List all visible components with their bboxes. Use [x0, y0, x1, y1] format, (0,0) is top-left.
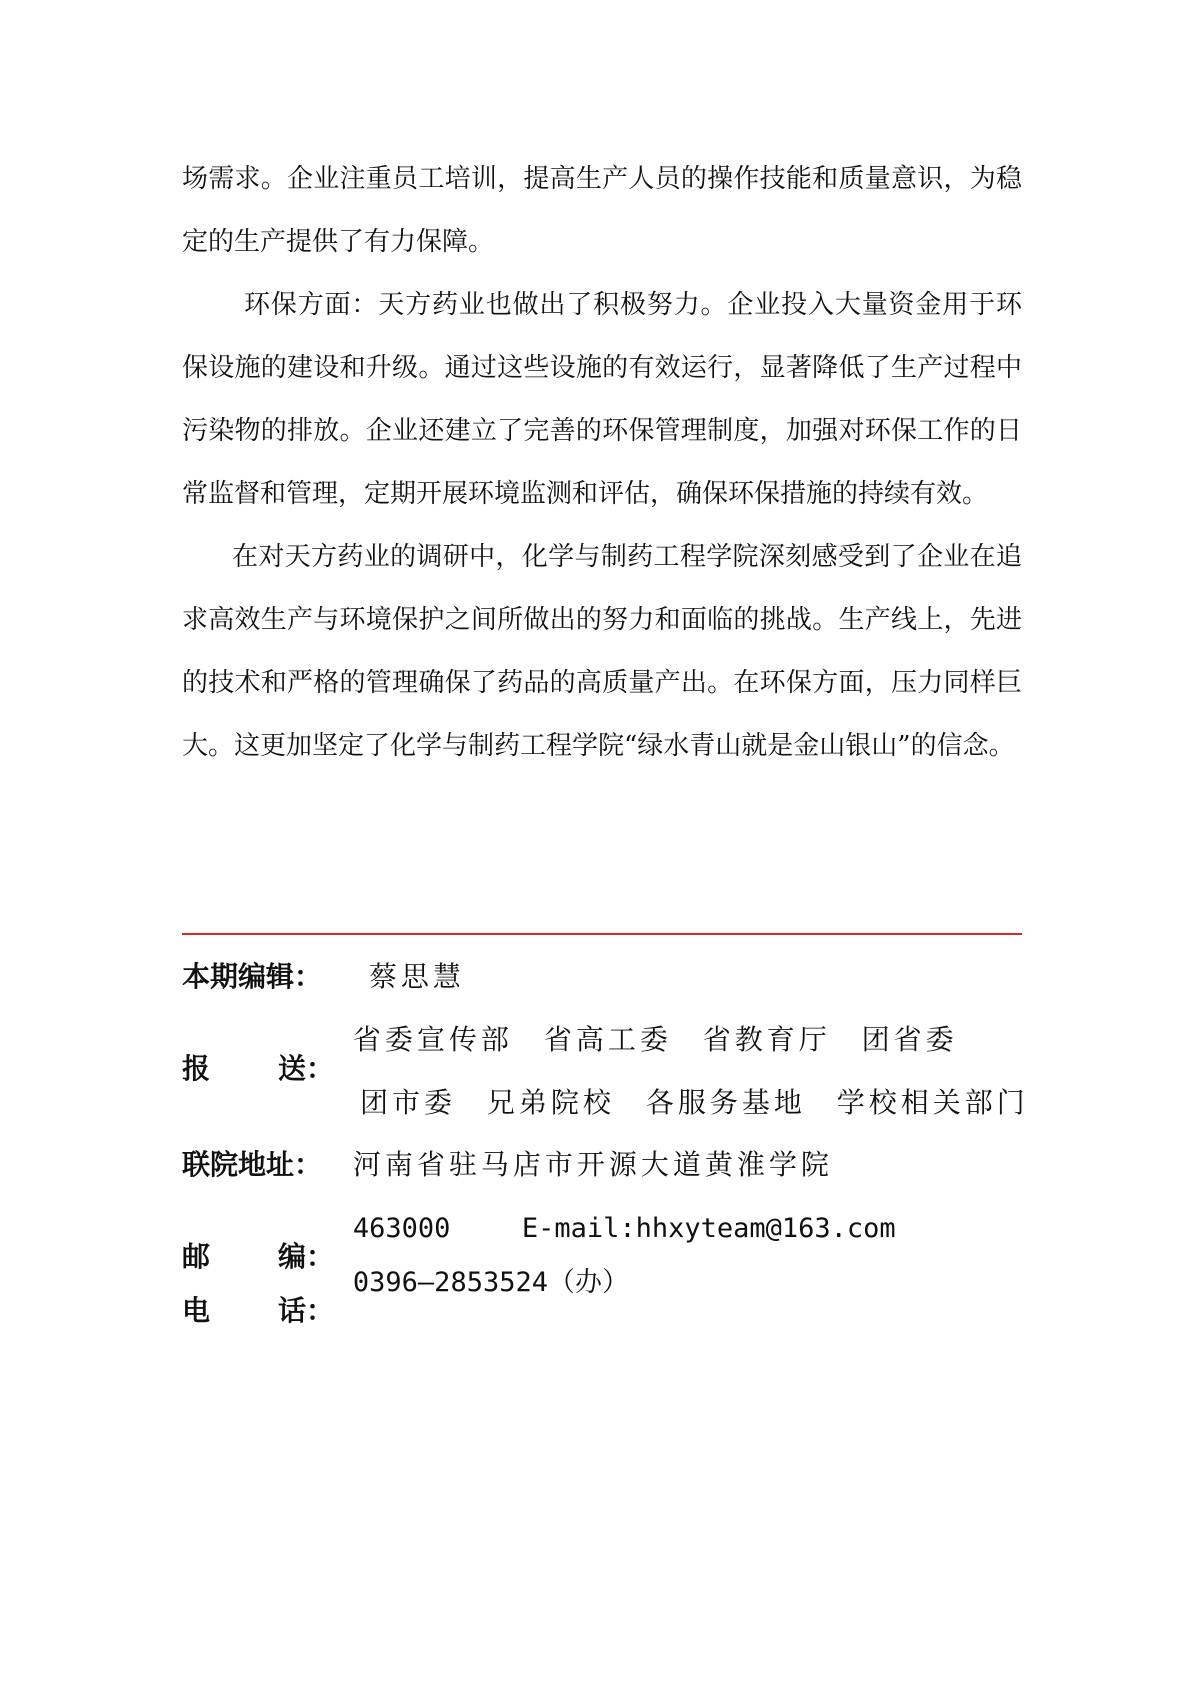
editor-label: 本期编辑： [182, 960, 323, 993]
distribution-item: 省教育厅 [702, 1023, 831, 1056]
postcode-label-char-1: 邮 [182, 1240, 211, 1273]
postcode-label-char-2: 编： [278, 1240, 335, 1273]
phone-row [182, 1262, 629, 1327]
paragraph-1: 场需求。企业注重员工培训，提高生产人员的操作技能和质量意识，为稳定的生产提供了有力保障。 [182, 164, 1022, 257]
body-text [182, 148, 1022, 778]
distribution-item: 省高工委 [543, 1023, 672, 1056]
address-row [182, 1145, 833, 1185]
distribution-item: 学校相关部门 [836, 1086, 1029, 1119]
paragraph-3: 在对天方药业的调研中，化学与制药工程学院深刻感受到了企业在追求高效生产与环境保护之间所做出的努力和面临的挑战。生产线上，先进的技术和严格的管理确保了药品的高质量产出。在环保方面，压力同样巨大。这更加坚定了化学与制药工程学院“绿水青山就是金山银山”的信念。 [182, 542, 1022, 761]
paragraph-2: 环保方面：天方药业也做出了积极努力。企业投入大量资金用于环保设施的建设和升级。通过这些设施的有效运行，显著降低了生产过程中污染物的排放。企业还建立了完善的环保管理制度，加强对环保工作的日常监督和管理，定期开展环境监测和评估，确保环保措施的持续有效。 [182, 290, 1022, 509]
phone-value: 0396—2853524（办） [352, 1267, 629, 1298]
editor-value: 蔡思慧 [368, 960, 465, 993]
address-label: 联院地址： [182, 1148, 323, 1181]
distribution-row-1 [182, 1020, 980, 1085]
postcode-row [182, 1208, 896, 1273]
distribution-label-char-1: 报 [182, 1052, 211, 1085]
distribution-label-char-2: 送： [278, 1052, 335, 1085]
distribution-item: 各服务基地 [645, 1086, 806, 1119]
postcode-value: 463000 [352, 1213, 451, 1244]
distribution-item: 团省委 [861, 1023, 958, 1056]
email-value: E-mail:hhxyteam@163.com [521, 1213, 896, 1244]
phone-label-char-2: 话： [278, 1294, 335, 1327]
distribution-row-2 [360, 1083, 1051, 1123]
address-value: 河南省驻马店市开源大道黄淮学院 [352, 1148, 833, 1181]
distribution-item: 团市委 [360, 1086, 457, 1119]
phone-label-char-1: 电 [182, 1294, 211, 1327]
red-divider-line [182, 933, 1022, 935]
editor-row [182, 957, 465, 997]
distribution-item: 兄弟院校 [486, 1086, 615, 1119]
distribution-item: 省委宣传部 [352, 1023, 513, 1056]
